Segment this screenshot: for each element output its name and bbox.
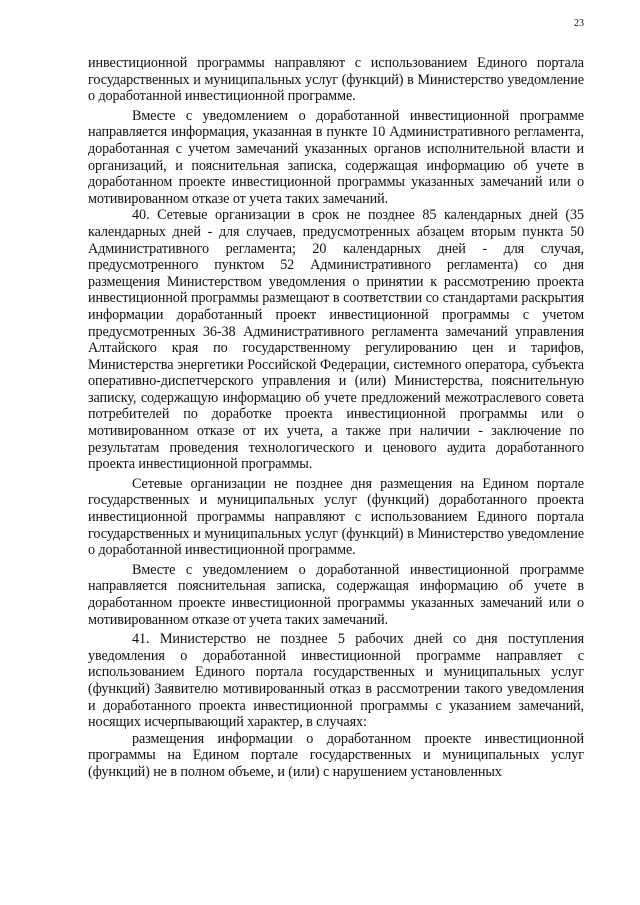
- paragraph-continuation: инвестиционной программы направляют с использованием Единого портала государственных и муниципальных услуг (функций) в Министерство уведомление о доработанной инвестиционной программе.: [88, 55, 584, 105]
- paragraph-explanatory-note: Вместе с уведомлением о доработанной инвестиционной программе направляется пояснительная записка, содержащая информацию об учете в доработанном проекте инвестиционной программы указанных замечаний или о мотивированном отказе от учета таких замечаний.: [88, 561, 584, 628]
- page-number: 23: [574, 18, 584, 29]
- paragraph-clause-41: 41. Министерство не позднее 5 рабочих дней со дня поступления уведомления о доработанной инвестиционной программе направляет с использованием Единого портала государственных и муниципальных услуг (функций) Заявителю мотивированный отказ в рассмотрении такого уведомления и доработанного проекта инвестиционной программы с указанием замечаний, носящих исчерпывающий характер, в случаях:: [88, 631, 584, 731]
- document-body: [88, 55, 584, 781]
- paragraph-clause-40: 40. Сетевые организации в срок не позднее 85 календарных дней (35 календарных дней - для случаев, предусмотренных абзацем вторым пункта 50 Административного регламента; 20 календарных дней - для случая, предусмотренного пунктом 52 Административного регламента) со дня размещения Министерством уведомления о принятии к рассмотрению проекта инвестиционной программы размещают в соответствии со стандартами раскрытия информации доработанный проект инвестиционной программы с учетом предусмотренных 36-38 Административного регламента замечаний управления Алтайского края по государственному регулированию цен и тарифов, Министерства энергетики Российской Федерации, системного оператора, субъекта оперативно-диспетчерского управления и (или) Министерства, пояснительную записку, содержащую информацию об учете предложений межотраслевого совета потребителей по доработке проекта инвестиционной программы или о мотивированном отказе от их учета, а также при наличии - заключение по результатам проведения технологического и ценового аудита доработанного проекта инвестиционной программы.: [88, 207, 584, 473]
- paragraph-case-list-item: размещения информации о доработанном проекте инвестиционной программы на Едином портале государственных и муниципальных услуг (функций) не в полном объеме, и (или) с нарушением установленных: [88, 730, 584, 780]
- paragraph-explanatory-info: Вместе с уведомлением о доработанной инвестиционной программе направляется информация, указанная в пункте 10 Административного регламента, доработанная с учетом замечаний указанных органов исполнительной власти и организаций, и пояснительная записка, содержащая информацию об учете в доработанном проекте инвестиционной программы указанных замечаний или о мотивированном отказе от учета таких замечаний.: [88, 107, 584, 207]
- paragraph-notification: Сетевые организации не позднее дня размещения на Едином портале государственных и муниципальных услуг (функций) доработанного проекта инвестиционной программы направляют с использованием Единого портала государственных и муниципальных услуг (функций) в Министерство уведомление о доработанной инвестиционной программе.: [88, 475, 584, 559]
